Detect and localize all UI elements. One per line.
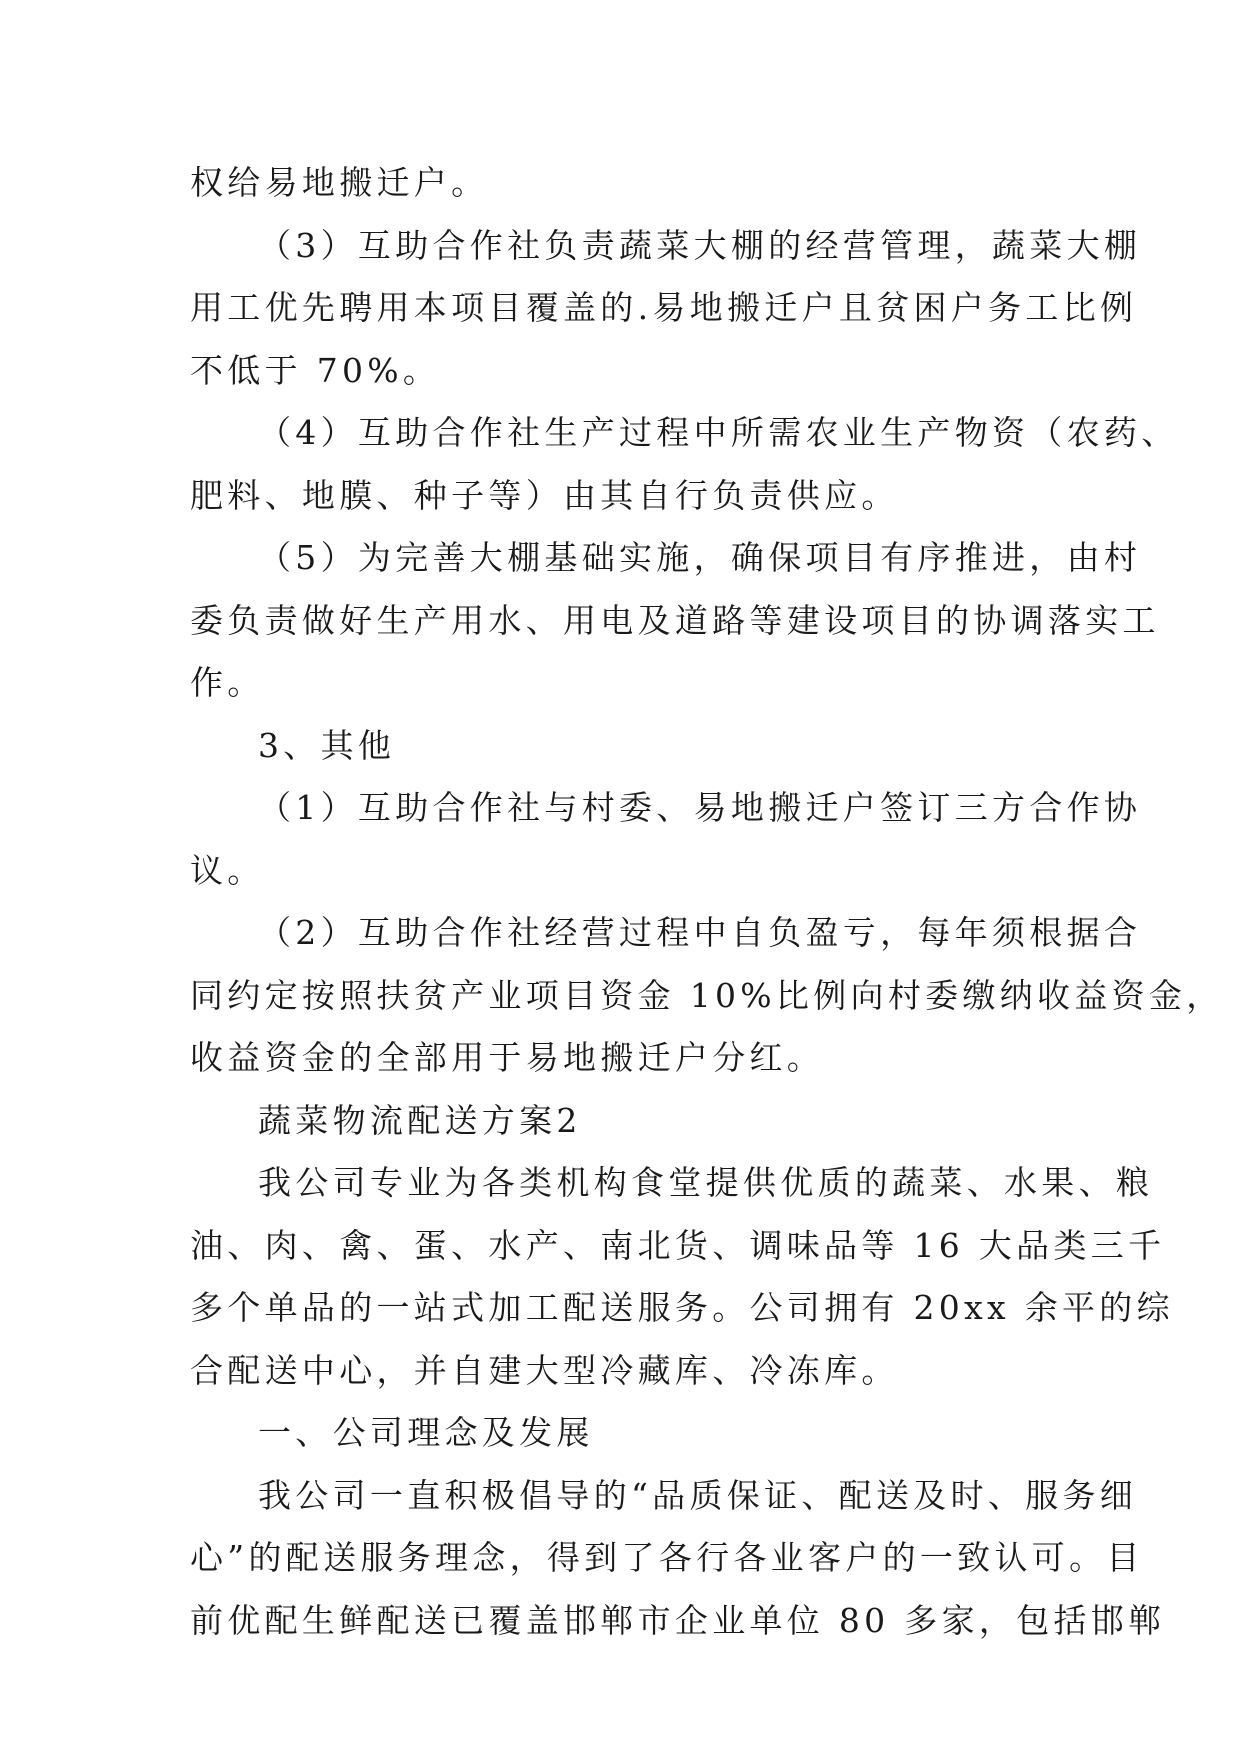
- text-line: 我公司专业为各类机构食堂提供优质的蔬菜、水果、粮: [258, 1163, 1154, 1202]
- text-line: （1）互助合作社与村委、易地搬迁户签订三方合作协: [258, 788, 1142, 827]
- text-line: 合配送中心，并自建大型冷藏库、冷冻库。: [190, 1350, 899, 1390]
- text-line: 权给易地搬迁户。: [190, 163, 489, 202]
- text-line: （4）互助合作社生产过程中所需农业生产物资（农药、: [258, 413, 1179, 452]
- text-line: 心”的配送服务理念，得到了各行各业客户的一致认可。目: [190, 1538, 1144, 1577]
- text-line: 同约定按照扶贫产业项目资金 10%比例向村委缴纳收益资金，: [190, 975, 1224, 1015]
- text-line: （3）互助合作社负责蔬菜大棚的经营管理，蔬菜大棚: [258, 225, 1142, 265]
- text-line: 用工优先聘用本项目覆盖的.易地搬迁户且贫困户务工比例: [190, 288, 1138, 327]
- document-title: 蔬菜物流配送方案2: [258, 1100, 582, 1140]
- section-heading: 3、其他: [258, 725, 396, 765]
- text-line: 委负责做好生产用水、用电及道路等建设项目的协调落实工: [190, 600, 1160, 640]
- text-line: 我公司一直积极倡导的“品质保证、配送及时、服务细: [258, 1475, 1138, 1515]
- text-line: 肥料、地膜、种子等）由其自行负责供应。: [190, 475, 899, 515]
- section-heading: 一、公司理念及发展: [258, 1413, 594, 1452]
- text-line: 议。: [190, 850, 265, 890]
- text-line: 油、肉、禽、蛋、水产、南北货、调味品等 16 大品类三千: [190, 1225, 1166, 1265]
- text-line: （5）为完善大棚基础实施，确保项目有序推进，由村: [258, 538, 1142, 577]
- text-line: 作。: [190, 663, 265, 702]
- text-line: 收益资金的全部用于易地搬迁户分红。: [190, 1038, 825, 1077]
- text-line: 不低于 70%。: [190, 350, 441, 390]
- text-line: 多个单品的一站式加工配送服务。公司拥有 20xx 余平的综: [190, 1288, 1174, 1327]
- document-body: [190, 152, 1224, 1652]
- text-line: 前优配生鲜配送已覆盖邯郸市企业单位 80 多家，包括邯郸: [190, 1600, 1166, 1640]
- text-line: （2）互助合作社经营过程中自负盈亏，每年须根据合: [258, 913, 1142, 952]
